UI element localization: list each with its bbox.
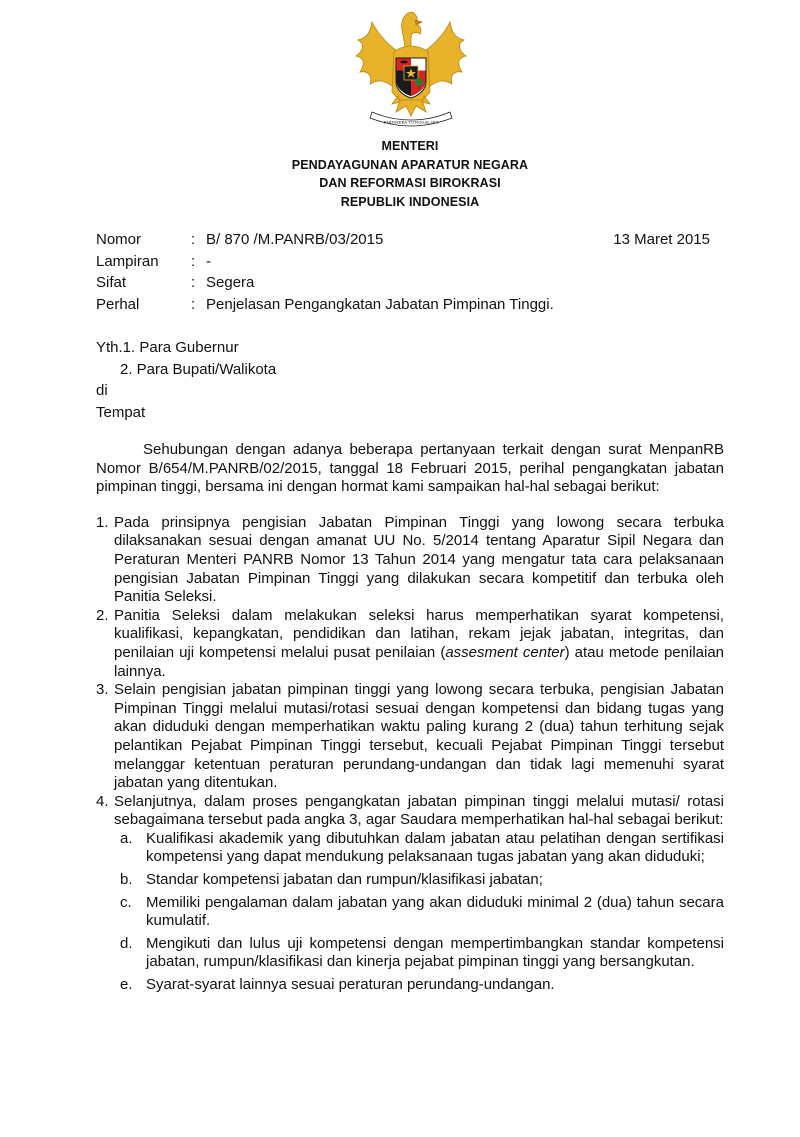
letterhead	[100, 137, 720, 211]
meta-value-lampiran: -	[206, 252, 211, 270]
list-item	[96, 607, 724, 681]
meta-colon: :	[191, 231, 196, 248]
meta-row-nomor	[96, 229, 716, 251]
list-item	[96, 830, 724, 867]
address-line-1: Yth.1. Para Gubernur	[96, 339, 239, 356]
meta-colon: :	[191, 252, 196, 270]
list-item	[96, 935, 724, 972]
recipient-address	[96, 337, 276, 423]
list-letter: a.	[120, 829, 133, 847]
list-item	[96, 793, 724, 830]
intro-paragraph: Sehubungan dengan adanya beberapa pertanyaan terkait dengan surat MenpanRB Nomor B/654/M.PANRB/02/2015, tanggal 18 Februari 2015, perihal pengangkatan jabatan pimpinan tinggi, bersama ini dengan hormat kami sampaikan hal-hal sebagai berikut:	[96, 441, 724, 496]
meta-colon: :	[191, 295, 196, 313]
list-number: 2.	[96, 606, 109, 624]
list-item	[96, 681, 724, 793]
meta-value-nomor: B/ 870 /M.PANRB/03/2015	[206, 231, 384, 248]
letter-date: 13 Maret 2015	[613, 231, 710, 248]
meta-label-nomor: Nomor	[96, 231, 142, 248]
list-item-text: ) atau metode penilaian lainnya.	[114, 643, 725, 680]
meta-label-sifat: Sifat	[96, 274, 127, 291]
address-line-3: di	[96, 382, 108, 399]
letterhead-line-3: DAN REFORMASI BIROKRASI	[319, 176, 501, 190]
meta-row-perihal	[96, 294, 716, 316]
meta-colon: :	[191, 274, 196, 291]
garuda-emblem-icon	[352, 8, 470, 128]
list-item-text: Syarat-syarat lainnya sesuai peraturan perundang-undangan.	[146, 976, 555, 994]
points-list	[96, 514, 724, 830]
letterhead-line-2: PENDAYAGUNAN APARATUR NEGARA	[291, 157, 529, 172]
list-letter: c.	[120, 893, 132, 911]
list-item-text: Mengikuti dan lulus uji kompetensi dengan mempertimbangkan standar kompetensi jabatan, rumpun/klasifikasi dan kinerja pejabat pimpinan tinggi yang bersangkutan.	[146, 934, 724, 971]
list-item-text: Pada prinsipnya pengisian Jabatan Pimpinan Tinggi yang lowong secara terbuka dilaksanakan sesuai dengan amanat UU No. 5/2014 tentang Aparatur Sipil Negara dan Peraturan Menteri PANRB Nomor 13 Tahun 2014 yang mengatur tata cara pelaksanaan pengisian Jabatan Pimpinan Tinggi yang dilakukan secara kompetitif dan terbuka oleh Panitia Seleksi.	[114, 513, 724, 606]
list-item	[96, 894, 724, 931]
list-item-text: Standar kompetensi jabatan dan rumpun/klasifikasi jabatan;	[146, 871, 543, 889]
address-line-2: 2. Para Bupati/Walikota	[120, 360, 277, 378]
letterhead-line-1: MENTERI	[381, 139, 439, 153]
list-letter: e.	[120, 976, 133, 994]
address-line-4: Tempat	[96, 403, 146, 421]
emblem-motto: BHINNEKA TUNGGAL IKA	[383, 119, 439, 125]
list-letter: d.	[120, 934, 133, 952]
list-number: 1.	[96, 513, 109, 531]
subpoints-list	[96, 830, 724, 995]
list-item-text: Panitia Seleksi dalam melakukan seleksi harus memperhatikan syarat kompetensi, kualifikasi, kepangkatan, pendidikan dan latihan, rekam jejak jabatan, integritas, dan penilaian uji kompetensi melalui pusat penilaian (	[114, 606, 724, 661]
meta-value-sifat: Segera	[206, 274, 255, 291]
list-item-text: Kualifikasi akademik yang dibutuhkan dalam jabatan atau pelatihan dengan sertifikasi kompetensi yang dapat mendukung pelaksanaan tugas jabatan yang akan diduduki;	[146, 829, 724, 866]
list-item	[96, 514, 724, 607]
list-item	[96, 976, 724, 995]
list-item-text: Selanjutnya, dalam proses pengangkatan jabatan pimpinan tinggi melalui mutasi/ rotasi sebagaimana tersebut pada angka 3, agar Saudara memperhatikan hal-hal sebagai berikut:	[114, 792, 724, 829]
list-number: 3.	[96, 681, 109, 699]
letterhead-line-4: REPUBLIK INDONESIA	[340, 194, 480, 209]
list-item-text: Memiliki pengalaman dalam jabatan yang akan diduduki minimal 2 (dua) tahun secara kumulatif.	[146, 893, 724, 930]
list-item-text: Selain pengisian jabatan pimpinan tinggi yang lowong secara terbuka, pengisian Jabatan Pimpinan Tinggi melalui mutasi/rotasi sesuai dengan kompetensi dan bidang tugas yang akan diduduki dengan memperhatikan waktu paling kurang 2 (dua) tahun terhitung sejak pelantikan Pejabat Pimpinan Tinggi tersebut, kecuali Pejabat Pimpinan Tinggi tersebut melanggar ketentuan peraturan perundang-undangan dan tidak lagi memenuhi syarat jabatan yang ditentukan.	[114, 681, 724, 792]
list-item	[96, 871, 724, 890]
meta-row-sifat	[96, 272, 716, 294]
letter-meta	[96, 229, 716, 315]
letter-body	[96, 441, 724, 999]
list-number: 4.	[96, 792, 109, 810]
list-letter: b.	[120, 871, 133, 889]
list-item-italic: assesment center	[445, 643, 565, 661]
meta-value-perihal: Penjelasan Pengangkatan Jabatan Pimpinan Tinggi.	[206, 295, 554, 313]
meta-label-perihal: Perhal	[96, 295, 140, 313]
meta-label-lampiran: Lampiran	[96, 252, 159, 270]
meta-row-lampiran	[96, 251, 716, 273]
